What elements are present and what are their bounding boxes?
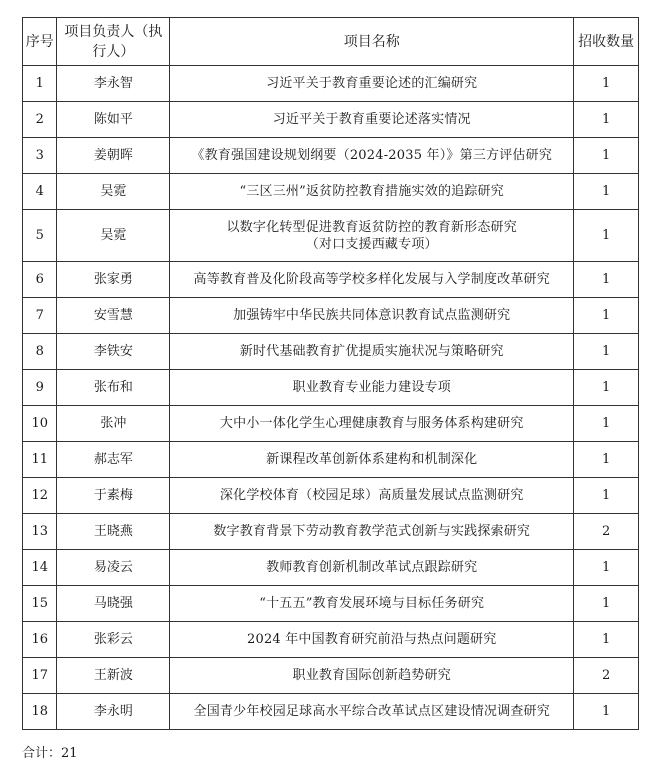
- row-leader: 王晓燕: [57, 514, 170, 550]
- row-title-line: 新时代基础教育扩优提质实施状况与策略研究: [239, 344, 504, 359]
- table-row: [23, 138, 639, 174]
- row-title-line: 《教育强国建设规划纲要（2024-2035 年）》第三方评估研究: [191, 148, 553, 163]
- row-quota: 1: [574, 102, 639, 138]
- row-title-line: 教师教育创新机制改革试点跟踪研究: [266, 560, 478, 575]
- table-row: [23, 442, 639, 478]
- row-no: 11: [23, 442, 57, 478]
- row-quota: 1: [574, 442, 639, 478]
- row-title: [170, 478, 574, 514]
- row-title: [170, 442, 574, 478]
- row-title-line: 新课程改革创新体系建构和机制深化: [266, 452, 478, 467]
- table-row: [23, 658, 639, 694]
- row-no: 1: [23, 66, 57, 102]
- row-title: [170, 210, 574, 262]
- row-title: [170, 174, 574, 210]
- row-leader: 王新波: [57, 658, 170, 694]
- row-title: [170, 262, 574, 298]
- row-title-line: 大中小一体化学生心理健康教育与服务体系构建研究: [219, 416, 524, 431]
- table-row: [23, 262, 639, 298]
- row-title-line: 习近平关于教育重要论述的汇编研究: [266, 76, 478, 91]
- row-leader: 张彩云: [57, 622, 170, 658]
- row-title-line: 高等教育普及化阶段高等学校多样化发展与入学制度改革研究: [193, 272, 550, 287]
- table-row: [23, 210, 639, 262]
- row-title: [170, 102, 574, 138]
- row-no: 12: [23, 478, 57, 514]
- row-quota: 1: [574, 334, 639, 370]
- row-title: [170, 658, 574, 694]
- row-leader: 李铁安: [57, 334, 170, 370]
- table-row: [23, 370, 639, 406]
- row-quota: 1: [574, 66, 639, 102]
- row-title: [170, 514, 574, 550]
- table-row: [23, 514, 639, 550]
- project-table: [22, 17, 639, 730]
- table-row: [23, 406, 639, 442]
- row-title: [170, 370, 574, 406]
- row-no: 10: [23, 406, 57, 442]
- row-leader: 姜朝晖: [57, 138, 170, 174]
- row-quota: 2: [574, 658, 639, 694]
- row-no: 5: [23, 210, 57, 262]
- table-row: [23, 102, 639, 138]
- row-quota: 1: [574, 370, 639, 406]
- row-no: 16: [23, 622, 57, 658]
- row-quota: 1: [574, 210, 639, 262]
- row-no: 6: [23, 262, 57, 298]
- row-quota: 1: [574, 406, 639, 442]
- project-table-document: [22, 17, 639, 730]
- table-row: [23, 66, 639, 102]
- table-row: [23, 298, 639, 334]
- row-quota: 2: [574, 514, 639, 550]
- row-title: [170, 298, 574, 334]
- row-leader: 张布和: [57, 370, 170, 406]
- table-row: [23, 694, 639, 730]
- row-leader: 安雪慧: [57, 298, 170, 334]
- row-leader: 张家勇: [57, 262, 170, 298]
- footer-total: 合计：21: [22, 746, 78, 761]
- row-title: [170, 622, 574, 658]
- row-quota: 1: [574, 262, 639, 298]
- row-title: [170, 586, 574, 622]
- row-no: 13: [23, 514, 57, 550]
- row-quota: 1: [574, 622, 639, 658]
- row-quota: 1: [574, 298, 639, 334]
- row-leader: 于素梅: [57, 478, 170, 514]
- row-leader: 吴霓: [57, 174, 170, 210]
- row-title-line: 加强铸牢中华民族共同体意识教育试点监测研究: [233, 308, 511, 323]
- row-title: [170, 694, 574, 730]
- row-no: 15: [23, 586, 57, 622]
- row-leader: 马晓强: [57, 586, 170, 622]
- row-quota: 1: [574, 138, 639, 174]
- row-leader: 吴霓: [57, 210, 170, 262]
- row-leader: 陈如平: [57, 102, 170, 138]
- row-no: 8: [23, 334, 57, 370]
- row-no: 7: [23, 298, 57, 334]
- row-title: [170, 406, 574, 442]
- row-title-line: 习近平关于教育重要论述落实情况: [272, 112, 471, 127]
- row-title-line: 全国青少年校园足球高水平综合改革试点区建设情况调查研究: [193, 704, 550, 719]
- row-title-line: “三区三州”返贫防控教育措施实效的追踪研究: [239, 184, 504, 199]
- row-leader: 郝志军: [57, 442, 170, 478]
- row-title-line: 职业教育国际创新趋势研究: [292, 668, 451, 683]
- table-row: [23, 334, 639, 370]
- table-row: [23, 174, 639, 210]
- row-title-line: 数字教育背景下劳动教育教学范式创新与实践探索研究: [213, 524, 531, 539]
- table-header-row: [23, 18, 639, 66]
- row-quota: 1: [574, 694, 639, 730]
- table-body: [23, 66, 639, 730]
- table-row: [23, 550, 639, 586]
- row-title-line: 深化学校体育（校园足球）高质量发展试点监测研究: [219, 488, 524, 503]
- row-quota: 1: [574, 586, 639, 622]
- table-row: [23, 622, 639, 658]
- table-row: [23, 478, 639, 514]
- row-title-line: 2024 年中国教育研究前沿与热点问题研究: [247, 632, 497, 647]
- header-quota: 招收数量: [574, 18, 639, 66]
- row-quota: 1: [574, 478, 639, 514]
- header-no: 序号: [23, 18, 57, 66]
- row-title-line: 职业教育专业能力建设专项: [292, 380, 451, 395]
- table-footer: [22, 736, 322, 761]
- row-quota: 1: [574, 550, 639, 586]
- row-title: [170, 66, 574, 102]
- header-project-name: 项目名称: [170, 18, 574, 66]
- row-no: 9: [23, 370, 57, 406]
- row-title-line-2: （对口支援西藏专项）: [305, 236, 438, 252]
- row-title-line: 以数字化转型促进教育返贫防控的教育新形态研究: [226, 219, 517, 235]
- row-leader: 易凌云: [57, 550, 170, 586]
- row-title: [170, 138, 574, 174]
- row-leader: 张冲: [57, 406, 170, 442]
- row-title-line: “十五五”教育发展环境与目标任务研究: [259, 596, 485, 611]
- row-no: 14: [23, 550, 57, 586]
- row-leader: 李永明: [57, 694, 170, 730]
- row-quota: 1: [574, 174, 639, 210]
- table-row: [23, 586, 639, 622]
- row-no: 17: [23, 658, 57, 694]
- row-no: 4: [23, 174, 57, 210]
- row-leader: 李永智: [57, 66, 170, 102]
- header-leader: 项目负责人（执行人）: [57, 18, 170, 66]
- row-no: 18: [23, 694, 57, 730]
- row-no: 2: [23, 102, 57, 138]
- row-title: [170, 334, 574, 370]
- row-no: 3: [23, 138, 57, 174]
- row-title: [170, 550, 574, 586]
